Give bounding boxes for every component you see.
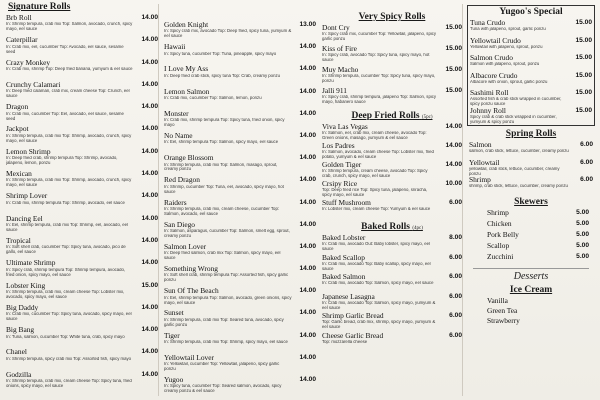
middle-column xyxy=(322,0,462,351)
menu-item xyxy=(6,36,158,58)
item-name: Johnny Roll xyxy=(470,106,506,115)
item-price: 6.00 xyxy=(449,331,462,339)
item-price: 5.00 xyxy=(576,208,589,216)
item-name: I Love My Ass xyxy=(164,65,209,74)
menu-item xyxy=(470,72,592,90)
column-divider xyxy=(462,4,463,396)
item-price: 14.00 xyxy=(141,170,158,178)
item-name: Viva Las Vegas xyxy=(322,123,368,131)
item-description: In: Yellowtail, cucumber Top: Yellowtail, jalapeno, spicy garlic ponzu xyxy=(164,362,280,372)
item-description: In: Crab mix, avocado Out: Baby lobster, spicy mayo, eel sauce xyxy=(322,242,430,252)
item-name: San Diego xyxy=(164,220,195,229)
item-description: In: Spicy crab, shrimp tempura, jalapeno Top: Salmon, spicy mayo, habanero sauce xyxy=(322,95,437,105)
menu-item xyxy=(6,170,158,192)
item-name: Godzilla xyxy=(6,370,32,379)
item-name: Lobster King xyxy=(6,281,46,290)
item-price: 14.00 xyxy=(299,176,316,184)
item-name: Crunchy Calamari xyxy=(6,80,61,89)
item-price: 14.00 xyxy=(141,236,158,244)
item-description: In: Crab mix, avocado Top: Salmon, spicy mayo, eel sauce xyxy=(322,281,434,286)
section-title-deep-fried xyxy=(322,111,462,123)
item-description: In: Shrimp, cucumber Top: Tuna, eel, avocado, spicy mayo, hot sauce xyxy=(164,184,284,194)
item-description: In: Salmon, avocado, cream cheese Top: Lobster mix, fried potato, yumyum & eel sauce xyxy=(322,150,434,160)
item-price: 14.00 xyxy=(299,43,316,51)
menu-item xyxy=(164,376,316,398)
item-description: In: Tuna, salmon, cucumber Top: White tuna, crab, spicy mayo xyxy=(6,334,125,339)
item-description: In: Spicy crab, avocado Top: Spicy tuna, spicy mayo, hot sauce xyxy=(322,53,430,63)
baked-count: (4pc) xyxy=(412,226,423,231)
menu-item xyxy=(470,19,592,37)
menu-item xyxy=(467,242,595,253)
menu-item xyxy=(6,192,158,214)
deep-fried-count: (5pc) xyxy=(421,115,433,120)
item-name: Crsipy Rice xyxy=(322,180,358,188)
item-price: 6.00 xyxy=(449,199,462,206)
menu-item xyxy=(164,265,316,287)
item-description: In: Crab mix, cucumber Top: Salmon, lemon, ponzu xyxy=(164,95,262,100)
item-price: 14.00 xyxy=(141,214,158,222)
item-description: In: Shrimp tempura, crab mix Top: Shrimp, avocado, crunch, spicy mayo, eel sauce xyxy=(6,178,132,188)
menu-item xyxy=(164,43,316,65)
item-price: 15.00 xyxy=(445,66,462,73)
item-name: Yellowtail Lover xyxy=(164,353,214,362)
signature-rolls-continued-column xyxy=(164,0,316,398)
menu-item xyxy=(6,348,158,370)
item-description: In: Shrimp tempura, crab mix Top: Seared tuna, avocado, spicy garlic ponzu xyxy=(164,317,284,327)
signature-rolls-list-2 xyxy=(164,21,316,398)
menu-item xyxy=(164,332,316,354)
section-title-icecream: Ice Cream xyxy=(509,284,553,295)
item-description: In: Shrimp tempura, crab mix, cream cheese Top: Spicy tuna, fried onions, spicy mayo, eel sauce xyxy=(6,379,132,389)
menu-item xyxy=(164,65,316,87)
item-name: Hawaii xyxy=(164,43,186,52)
menu-item xyxy=(164,221,316,243)
menu-item xyxy=(6,282,158,304)
item-price: 14.00 xyxy=(141,80,158,88)
menu-item xyxy=(6,81,158,103)
item-name: Lemon Shrimp xyxy=(6,147,51,156)
menu-item xyxy=(164,176,316,198)
menu-item xyxy=(322,24,462,45)
item-description: In: Eel, shrimp tempura, crab mix Top: Shrimp, eel, avocado, eel sauce xyxy=(6,223,128,232)
deep-fried-title-text: Deep Fried Rolls xyxy=(351,111,420,121)
menu-item xyxy=(322,312,462,332)
item-description: In: Shrimp tempura, crab mix Top: Salmon, avocado, crunch, spicy mayo, eel sauce xyxy=(6,22,133,32)
item-name: Japanese Lasagna xyxy=(322,292,375,301)
item-price: 14.00 xyxy=(141,36,158,44)
menu-item xyxy=(322,142,462,161)
item-price: 14.00 xyxy=(299,198,316,206)
item-description: In: Shrimp tempura, cream cheese, avocado Top: Spicy crab, crunch, spicy mayo, eel sauce xyxy=(322,169,428,179)
item-description: Albacore with onion, sprout, garlic ponzu xyxy=(470,79,548,84)
item-name: Cheese Garlic Bread xyxy=(322,331,384,340)
item-description: In: Spicy crab mix, avocado Top: Deep fried, spicy tuna, yumyum & eel sauce xyxy=(164,29,292,39)
menu-item xyxy=(6,59,158,81)
menu-item xyxy=(6,14,158,36)
item-price: 5.00 xyxy=(576,230,589,238)
item-name: Baked Scallop xyxy=(322,253,365,262)
item-price: 15.00 xyxy=(141,281,158,289)
item-price: 6.00 xyxy=(580,141,593,148)
item-description: Salmon with jalapeno, sprout, ponzu xyxy=(470,62,540,67)
menu-item xyxy=(164,309,316,331)
item-name: Muy Macho xyxy=(322,66,359,74)
signature-rolls-column xyxy=(6,0,158,393)
item-description: Top: mozzarella cheese xyxy=(322,339,368,344)
menu-item xyxy=(322,180,462,199)
menu-item xyxy=(6,103,158,125)
item-price: 5.00 xyxy=(576,219,589,227)
menu-item xyxy=(6,304,158,326)
item-name: Baked Salmon xyxy=(322,273,366,281)
item-name: Shrimp Lover xyxy=(6,192,48,201)
item-description: In: Deep fried salmon, crab mix Top: Salmon, spicy mayo, eel sauce xyxy=(164,251,281,261)
item-price: 6.00 xyxy=(449,292,462,300)
item-price: 14.00 xyxy=(141,125,158,133)
menu-item xyxy=(469,141,593,159)
item-description: In: Spicy tuna, cucumber Top: Tuna, pineapple, spicy mayo xyxy=(164,51,277,56)
item-name: Baked Lobster xyxy=(322,234,366,242)
flavor-name: Green Tea xyxy=(487,306,518,315)
item-name: Orange Blossom xyxy=(164,154,214,163)
menu-item xyxy=(322,199,462,218)
item-name: Dont Cry xyxy=(322,24,350,32)
icecream-flavor xyxy=(467,307,595,317)
menu-item xyxy=(6,125,158,147)
item-name: Yugoo xyxy=(164,376,184,384)
item-description: In: Crab mix, avocado Top: Baby scallop, spicy mayo, eel sauce xyxy=(322,261,431,271)
item-name: Jalli 911 xyxy=(322,87,347,95)
item-price: 15.00 xyxy=(575,89,592,96)
item-price: 14.00 xyxy=(299,242,316,250)
item-name: Jackpot xyxy=(6,125,29,134)
menu-item xyxy=(164,354,316,376)
menu-item xyxy=(470,89,592,107)
item-description: In: Lobster mix, cream cheese Top: Yumyum & eel sauce xyxy=(322,207,431,212)
item-name: Zucchini xyxy=(487,252,514,261)
item-description: In: Shrimp tempura, spicy crab mix Top: Assorted fish, spicy mayo xyxy=(6,356,132,361)
item-description: Top: Garlic bread, crab mix, shrimp, spicy mayo, yumyum & eel sauce xyxy=(322,320,436,330)
special-list xyxy=(468,19,594,124)
item-price: 15.00 xyxy=(445,45,462,52)
item-description: In: Eel, shrimp tempura Top: Salmon, spicy mayo, eel sauce xyxy=(164,140,279,145)
item-name: Lemon Salmon xyxy=(164,87,210,96)
item-price: 14.00 xyxy=(141,370,158,378)
item-price: 15.00 xyxy=(575,54,592,61)
menu-item xyxy=(470,54,592,72)
menu-item xyxy=(6,326,158,348)
item-name: Crazy Monkey xyxy=(6,58,51,67)
flavor-name: Vanilla xyxy=(487,296,508,305)
menu-item xyxy=(467,253,595,264)
item-description: In: Spicy tuna, cucumber Top: Seared salmon, avocado, spicy creamy ponzu & eel sauce xyxy=(164,384,282,394)
item-name: Salmon xyxy=(469,141,492,149)
menu-item xyxy=(322,332,462,352)
item-description: Assorted fish & crab stick wrapped in cucumber, spicy ponzu sauce xyxy=(470,97,562,107)
item-description: shrimp, crab stick, lettuce, cucumber, creamy ponzu xyxy=(469,184,568,189)
item-name: Sashimi Roll xyxy=(470,89,509,97)
item-description: In: Soft shell crab, shrimp tempura Top: Assorted fish, spicy garlic ponzu xyxy=(164,273,289,283)
item-name: Monster xyxy=(164,109,189,118)
item-description: In: Shrimp tempura, crab mix, cream cheese Top: Lobster mix, avocado, spicy mayo, eel sauce xyxy=(6,289,125,299)
menu-item xyxy=(164,199,316,221)
item-price: 6.00 xyxy=(449,312,462,319)
item-description: In: Shrimp tempura, crab mix Top: Shrimp, spicy mayo, eel sauce xyxy=(164,340,288,345)
item-price: 14.00 xyxy=(445,142,462,149)
menu-item xyxy=(467,220,595,231)
item-description: In: Crab mix, avocado Top: Salmon, spicy mayo, yumyum & eel sauce xyxy=(322,300,436,310)
menu-item xyxy=(469,159,593,177)
item-price: 8.00 xyxy=(449,234,462,241)
item-price: 15.00 xyxy=(575,71,592,79)
item-name: Brb Roll xyxy=(6,14,32,22)
item-price: 14.00 xyxy=(141,303,158,311)
item-name: Shrimp Garlic Bread xyxy=(322,312,384,320)
menu-item xyxy=(6,148,158,170)
item-name: Dancing Eel xyxy=(6,214,43,223)
item-price: 14.00 xyxy=(299,265,316,273)
item-price: 15.00 xyxy=(575,19,592,26)
right-column xyxy=(467,0,595,327)
item-name: Stuff Mushroom xyxy=(322,199,371,207)
menu-item xyxy=(6,371,158,393)
item-name: Tiger xyxy=(164,331,180,340)
item-description: In: Deep fried crab stick, spicy tuna Top: Crab, creamy ponzu xyxy=(164,73,280,78)
item-description: In: Crab mix, cucumber Top: Eel, avocado, eel sauce, sesame seed xyxy=(6,111,124,121)
item-name: Something Wrong xyxy=(164,265,218,274)
item-name: Pork Belly xyxy=(487,230,519,239)
icecream-list xyxy=(467,297,595,327)
item-name: No Name xyxy=(164,131,193,140)
item-name: Shrimp xyxy=(487,208,509,217)
item-description: In: Crab mix, shrimp tempura Top: Shrimp, avocado, eel sauce xyxy=(6,200,125,205)
section-title-special: Yugoo's Special xyxy=(499,7,563,17)
item-description: In: Shrimp tempura, cucumber Top: Spicy tuna, spicy mayo, ponzu xyxy=(322,74,436,84)
menu-item xyxy=(6,237,158,259)
item-description: In: Salmon, eel, crab mix, cream cheese, avocado Top: Green onions, masago, yumyum & eel sauce xyxy=(322,131,427,141)
menu-item xyxy=(322,123,462,142)
item-price: 5.00 xyxy=(576,241,589,249)
menu-item xyxy=(6,259,158,281)
section-title-very-spicy: Very Spicy Rolls xyxy=(358,12,426,22)
item-price: 14.00 xyxy=(299,309,316,317)
item-description: In: Eel, shrimp tempura Top: Salmon, avocado, green onions, spicy mayo, eel sauce xyxy=(164,295,292,305)
item-price: 13.00 xyxy=(299,21,316,28)
item-name: Los Padres xyxy=(322,142,355,150)
menu-item xyxy=(164,243,316,265)
item-name: Tropical xyxy=(6,236,31,245)
item-description: salmon, crab stick, lettuce, cucumber, creamy ponzu xyxy=(469,149,569,154)
item-name: Scallop xyxy=(487,241,510,250)
menu-item xyxy=(322,254,462,274)
menu-item xyxy=(470,107,592,125)
item-description: In: Salmon, asparagus, cucumber Top: Salmon, smelt egg, sprout, creamy ponzu xyxy=(164,229,290,238)
item-price: 6.00 xyxy=(580,158,593,166)
very-spicy-list xyxy=(322,24,462,108)
column-divider xyxy=(158,4,159,396)
item-name: Red Dragon xyxy=(164,176,200,185)
menu-item xyxy=(322,234,462,254)
menu-item xyxy=(164,21,316,43)
item-price: 10.00 xyxy=(445,180,462,187)
item-description: In: Deep fried calamari, crab mix, cream cheese Top: Crunch, eel sauce xyxy=(6,89,130,99)
menu-item xyxy=(322,273,462,293)
menu-item xyxy=(6,215,158,237)
item-price: 14.00 xyxy=(299,154,316,162)
deep-fried-list xyxy=(322,123,462,218)
item-price: 14.00 xyxy=(299,331,316,339)
item-description: yellowtail, crab stick, lettuce, cucumber, creamy ponzu xyxy=(469,166,560,176)
item-description: Tuna with jalapeno, sprout, garlic ponzu xyxy=(470,27,546,32)
item-name: Golden Knight xyxy=(164,21,209,29)
item-name: Dragon xyxy=(6,103,29,112)
menu-item xyxy=(322,66,462,87)
item-description: In: Spicy crab, shrimp tempura Top: Shrimp tempura, avocado, fried onion, spicy mayo, eel sauce xyxy=(6,267,126,277)
item-price: 15.00 xyxy=(445,87,462,94)
item-name: Ultimate Shrimp xyxy=(6,259,56,268)
item-price: 14.00 xyxy=(141,103,158,111)
section-title-skewers: Skewers xyxy=(514,196,548,207)
item-name: Chanel xyxy=(6,348,27,357)
item-price: 14.00 xyxy=(299,131,316,139)
item-price: 14.00 xyxy=(299,87,316,95)
item-description: In: Shrimp tempura, crab mix Top: Shrimp, avocado, crunch, spicy mayo, eel sauce xyxy=(6,133,132,143)
item-name: Big Bang xyxy=(6,326,35,335)
item-price: 15.00 xyxy=(575,36,592,44)
item-price: 14.00 xyxy=(299,376,316,383)
item-description: In: Shrimp tempura, crab mix, cream cheese, cucumber Top: Salmon, avocado, eel sauce xyxy=(164,206,280,216)
item-price: 14.00 xyxy=(141,14,158,21)
item-name: Sun Of The Beach xyxy=(164,287,219,296)
menu-item xyxy=(164,132,316,154)
item-name: Golden Tiger xyxy=(322,161,362,169)
item-price: 14.00 xyxy=(299,220,316,228)
item-price: 14.00 xyxy=(141,147,158,155)
item-price: 14.00 xyxy=(445,123,462,130)
desserts-title: Desserts xyxy=(513,270,549,282)
menu-item xyxy=(322,45,462,66)
item-description: In: Crab mix, shrimp tempura Top: Spicy tuna, fried onion, spicy mayo xyxy=(164,118,285,128)
item-price: 6.00 xyxy=(449,253,462,261)
menu-item xyxy=(322,293,462,313)
item-name: Big Daddy xyxy=(6,303,39,312)
item-description: In: Spicy crab mix, cucumber Top: Yellowtail, jalapeno, spicy garlic ponzu xyxy=(322,32,437,42)
item-description: In: Crab mix, cucumber Top: Spicy tuna, avocado, spicy mayo, eel sauce xyxy=(6,312,132,322)
icecream-flavor xyxy=(467,297,595,307)
item-price: 15.00 xyxy=(575,106,592,114)
menu-item xyxy=(164,287,316,309)
item-price: 14.00 xyxy=(141,58,158,66)
menu-item xyxy=(164,154,316,176)
item-description: Yellowtail with jalapeno, sprout, ponzu xyxy=(470,44,543,49)
item-name: Mexican xyxy=(6,170,32,179)
item-price: 14.00 xyxy=(299,287,316,295)
menu-item xyxy=(469,176,593,194)
spring-list xyxy=(467,141,595,194)
signature-rolls-list xyxy=(6,14,158,393)
menu-item xyxy=(164,110,316,132)
menu-item xyxy=(322,161,462,180)
item-name: Sunset xyxy=(164,309,184,318)
item-price: 14.00 xyxy=(299,353,316,361)
item-name: Yellowtail Crudo xyxy=(470,36,521,45)
item-description: In: Crab mix, shrimp Top: Deep fried banana, yumyum & eel sauce xyxy=(6,67,133,71)
item-name: Salmon Crudo xyxy=(470,54,513,62)
section-title-signature: Signature Rolls xyxy=(8,2,71,12)
item-description: In: Crab mix, eel, cucumber Top: Avocado, eel sauce, sesame seed xyxy=(6,44,124,54)
item-name: Yellowtail xyxy=(469,158,500,167)
item-price: 6.00 xyxy=(580,176,593,183)
item-name: Kiss of Fire xyxy=(322,45,357,53)
item-price: 14.00 xyxy=(299,109,316,117)
icecream-flavor xyxy=(467,317,595,327)
item-price: 6.00 xyxy=(449,273,462,280)
skewers-list xyxy=(467,209,595,264)
item-description: Spicy crab & crab stick wrapped in cucumber, yumyum & spicy ponzu xyxy=(470,114,557,124)
item-price: 14.00 xyxy=(141,259,158,267)
menu-item xyxy=(470,37,592,55)
item-price: 15.00 xyxy=(445,24,462,31)
yugoo-special-box xyxy=(467,5,595,126)
baked-title-text: Baked Rolls xyxy=(361,222,410,232)
menu-item xyxy=(164,88,316,110)
item-price: 5.00 xyxy=(576,252,589,260)
item-description: In: Shrimp tempura, crab mix Top: Salmon, masago, sprout, creamy ponzu xyxy=(164,162,278,172)
baked-list xyxy=(322,234,462,351)
section-title-spring: Spring Rolls xyxy=(505,129,557,139)
item-name: Caterpillar xyxy=(6,36,38,45)
item-name: Chicken xyxy=(487,219,512,228)
item-description: In: Deep fried crab, shrimp tempura Top: Shrimp, avocado, jalapeno, lemon, ponzu xyxy=(6,156,118,166)
item-description: In: Soft shell crab, cucumber Top: Spicy tuna, avocado, pico de gallo, eel sauce xyxy=(6,245,126,255)
item-price: 14.00 xyxy=(141,348,158,356)
menu-item xyxy=(467,209,595,220)
item-name: Tuna Crudo xyxy=(470,19,506,27)
item-name: Raiders xyxy=(164,198,187,207)
item-name: Albacore Crudo xyxy=(470,71,518,80)
item-price: 14.00 xyxy=(141,192,158,200)
item-price: 14.00 xyxy=(299,65,316,73)
menu-item xyxy=(467,231,595,242)
item-name: Shrimp xyxy=(469,176,491,184)
item-description: Top: Deep fried rice Top: Spicy tuna, jalapeno, sriracha, spicy mayo, eel sauce xyxy=(322,188,428,198)
item-price: 14.00 xyxy=(445,161,462,168)
menu-item xyxy=(322,87,462,108)
section-title-baked xyxy=(322,222,462,234)
item-price: 14.00 xyxy=(141,326,158,334)
item-name: Salmon Lover xyxy=(164,242,207,251)
flavor-name: Strawberry xyxy=(487,316,520,325)
